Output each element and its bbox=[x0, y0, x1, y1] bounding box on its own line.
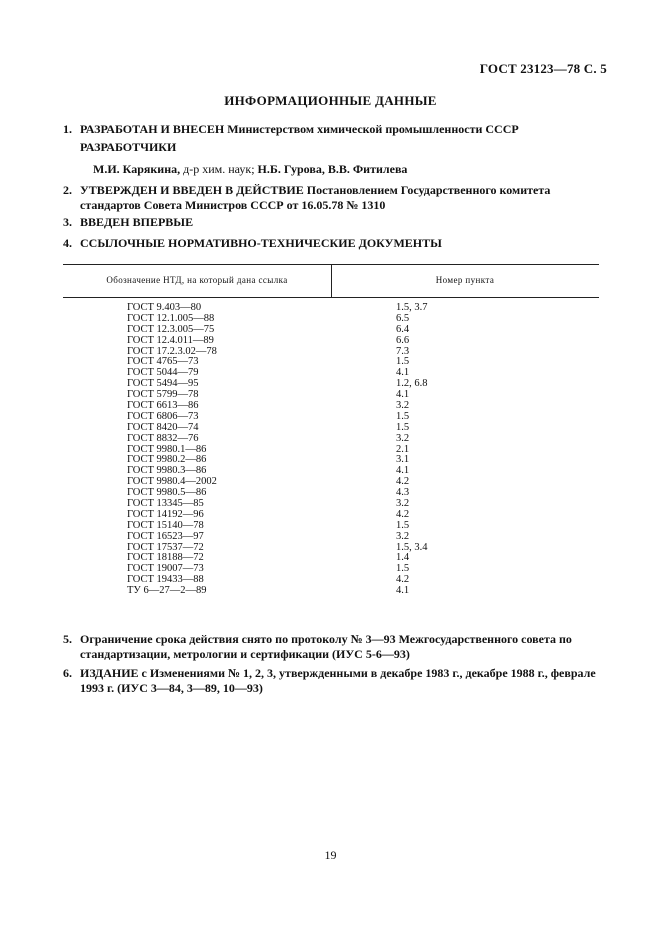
clause-number: 4.2 bbox=[396, 508, 410, 520]
table-row bbox=[63, 520, 599, 531]
clause-number: 4.1 bbox=[396, 585, 410, 597]
document-designation: ГОСТ 17.2.3.02—78 bbox=[127, 345, 217, 357]
table-row bbox=[63, 476, 599, 487]
item-2 bbox=[63, 183, 605, 213]
table-body bbox=[63, 298, 599, 596]
document-designation: ГОСТ 6806—73 bbox=[127, 410, 199, 422]
document-designation: ГОСТ 9980.2—86 bbox=[127, 454, 207, 466]
item-number: 3. bbox=[63, 215, 72, 229]
document-designation: ГОСТ 19007—73 bbox=[127, 563, 204, 575]
clause-number: 6.6 bbox=[396, 334, 410, 346]
table-row bbox=[63, 465, 599, 476]
document-designation: ГОСТ 19433—88 bbox=[127, 574, 204, 586]
clause-number: 3.1 bbox=[396, 454, 410, 466]
item-1 bbox=[63, 122, 605, 137]
clause-number: 7.3 bbox=[396, 345, 410, 357]
developer-2-3-names: Н.Б. Гурова, В.В. Фитилева bbox=[254, 162, 408, 176]
clause-number: 1.4 bbox=[396, 552, 410, 564]
document-designation: ГОСТ 9.403—80 bbox=[127, 302, 202, 313]
document-designation: ГОСТ 12.4.011—89 bbox=[127, 334, 214, 346]
document-designation: ГОСТ 9980.5—86 bbox=[127, 487, 207, 499]
document-designation: ГОСТ 12.1.005—88 bbox=[127, 312, 215, 324]
document-designation: ГОСТ 6613—86 bbox=[127, 400, 199, 412]
clause-number: 3.2 bbox=[396, 530, 410, 542]
developer-1-name: М.И. Карякина, bbox=[93, 162, 181, 176]
item-text: ССЫЛОЧНЫЕ НОРМАТИВНО-ТЕХНИЧЕСКИЕ ДОКУМЕНТЫ bbox=[80, 236, 442, 250]
clause-number: 1.5 bbox=[396, 421, 410, 433]
table-row bbox=[63, 454, 599, 465]
clause-number: 3.2 bbox=[396, 498, 410, 510]
item-3 bbox=[63, 215, 605, 230]
item-text: ИЗДАНИЕ с Изменениями № 1, 2, 3, утвержденными в декабре 1983 г., декабре 1988 г., феврале 1993 г. (ИУС 3—84, 3—89, 10—93) bbox=[80, 666, 596, 695]
table-row bbox=[63, 498, 599, 509]
document-designation: ТУ 6—27—2—89 bbox=[127, 585, 207, 597]
table-row bbox=[63, 367, 599, 378]
table-row bbox=[63, 585, 599, 596]
clause-number: 1.5, 3.4 bbox=[396, 541, 428, 553]
item-number: 6. bbox=[63, 666, 72, 680]
developers-label: РАЗРАБОТЧИКИ bbox=[80, 140, 177, 154]
item-text: УТВЕРЖДЕН И ВВЕДЕН В ДЕЙСТВИЕ Постановлением Государственного комитета стандартов Совета Министров СССР от 16.05.78 № 1310 bbox=[80, 183, 551, 212]
clause-number: 1.5 bbox=[396, 519, 410, 531]
document-designation: ГОСТ 9980.4—2002 bbox=[127, 476, 217, 488]
clause-number: 4.2 bbox=[396, 476, 410, 488]
table-row bbox=[63, 313, 599, 324]
clause-number: 3.2 bbox=[396, 432, 410, 444]
item-number: 1. bbox=[63, 122, 72, 136]
item-number: 4. bbox=[63, 236, 72, 250]
clause-number: 2.1 bbox=[396, 443, 410, 455]
document-designation: ГОСТ 4765—73 bbox=[127, 356, 199, 368]
item-text: ВВЕДЕН ВПЕРВЫЕ bbox=[80, 215, 194, 229]
clause-number: 1.5 bbox=[396, 356, 410, 368]
item-number: 2. bbox=[63, 183, 72, 197]
clause-number: 3.2 bbox=[396, 400, 410, 412]
item-5 bbox=[63, 632, 605, 662]
document-designation: ГОСТ 8420—74 bbox=[127, 421, 199, 433]
item-4 bbox=[63, 236, 605, 251]
item-text: Ограничение срока действия снято по протоколу № 3—93 Межгосударственного совета по стандартизации, метрологии и сертификации (ИУС 5-6—93) bbox=[80, 632, 572, 661]
table-row bbox=[63, 356, 599, 367]
table-row bbox=[63, 324, 599, 335]
clause-number: 1.2, 6.8 bbox=[396, 378, 428, 390]
table-row bbox=[63, 400, 599, 411]
table-row bbox=[63, 552, 599, 563]
document-designation: ГОСТ 16523—97 bbox=[127, 530, 204, 542]
document-designation: ГОСТ 9980.1—86 bbox=[127, 443, 207, 455]
table-header bbox=[63, 265, 599, 298]
header-document: Обозначение НТД, на который дана ссылка bbox=[106, 275, 288, 285]
document-designation: ГОСТ 5799—78 bbox=[127, 389, 199, 401]
table-row bbox=[63, 378, 599, 389]
standard-reference: ГОСТ 23123—78 С. 5 bbox=[479, 61, 607, 76]
clause-number: 4.1 bbox=[396, 465, 410, 477]
item-number: 5. bbox=[63, 632, 72, 646]
header-clause: Номер пункта bbox=[435, 275, 495, 285]
clause-number: 4.3 bbox=[396, 487, 410, 499]
developer-1-degree: д-р хим. наук; bbox=[180, 162, 255, 176]
section-title: ИНФОРМАЦИОННЫЕ ДАННЫЕ bbox=[224, 93, 437, 108]
table-row bbox=[63, 574, 599, 585]
developers-label-block bbox=[63, 140, 605, 155]
clause-number: 1.5 bbox=[396, 410, 410, 422]
document-designation: ГОСТ 14192—96 bbox=[127, 508, 204, 520]
page-number: 19 bbox=[324, 848, 337, 862]
table-row bbox=[63, 433, 599, 444]
table-row bbox=[63, 411, 599, 422]
item-6 bbox=[63, 666, 605, 696]
table-row bbox=[63, 346, 599, 357]
developers-list bbox=[63, 162, 605, 177]
table-row bbox=[63, 335, 599, 346]
document-designation: ГОСТ 5494—95 bbox=[127, 378, 199, 390]
clause-number: 6.4 bbox=[396, 323, 410, 335]
document-designation: ГОСТ 17537—72 bbox=[127, 541, 204, 553]
table-row bbox=[63, 531, 599, 542]
table-row bbox=[63, 444, 599, 455]
table-row bbox=[63, 509, 599, 520]
table-row bbox=[63, 542, 599, 553]
clause-number: 4.2 bbox=[396, 574, 410, 586]
document-designation: ГОСТ 13345—85 bbox=[127, 498, 204, 510]
clause-number: 1.5, 3.7 bbox=[396, 302, 428, 313]
document-designation: ГОСТ 5044—79 bbox=[127, 367, 199, 379]
document-designation: ГОСТ 12.3.005—75 bbox=[127, 323, 215, 335]
table-row bbox=[63, 422, 599, 433]
clause-number: 4.1 bbox=[396, 389, 410, 401]
item-text: РАЗРАБОТАН И ВНЕСЕН Министерством химической промышленности СССР bbox=[80, 122, 519, 136]
references-table bbox=[63, 264, 599, 596]
table-row bbox=[63, 302, 599, 313]
clause-number: 6.5 bbox=[396, 312, 410, 324]
clause-number: 1.5 bbox=[396, 563, 410, 575]
table-row bbox=[63, 487, 599, 498]
document-designation: ГОСТ 18188—72 bbox=[127, 552, 204, 564]
document-designation: ГОСТ 8832—76 bbox=[127, 432, 199, 444]
table-row bbox=[63, 563, 599, 574]
document-designation: ГОСТ 15140—78 bbox=[127, 519, 204, 531]
document-designation: ГОСТ 9980.3—86 bbox=[127, 465, 207, 477]
table-row bbox=[63, 389, 599, 400]
clause-number: 4.1 bbox=[396, 367, 410, 379]
